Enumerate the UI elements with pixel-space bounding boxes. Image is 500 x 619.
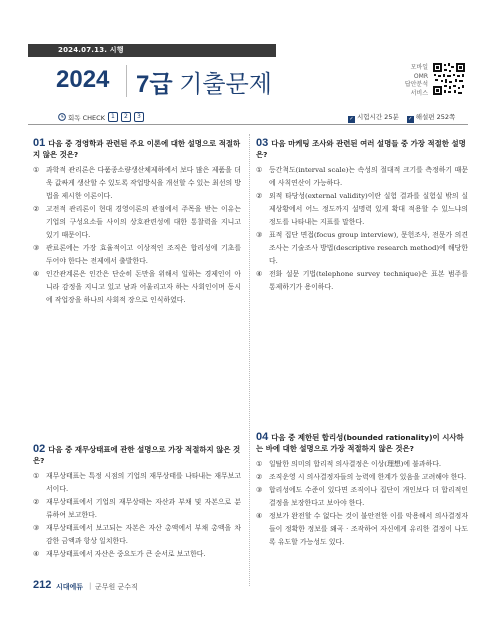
option-text: 외적 타당성(external validity)이란 실험 결과를 실험실 밖의 실제상황에서 어느 정도까지 설명력 있게 확대 적용할 수 있느냐의 정도를 나타내는 지표를 말한다.	[269, 192, 468, 227]
option-text: 등간척도(interval scale)는 속성의 절대적 크기를 측정하기 때문에 사칙연산이 가능하다.	[269, 166, 468, 188]
option-marker: ③	[33, 524, 40, 533]
option[interactable]	[33, 203, 241, 242]
option[interactable]	[33, 268, 241, 307]
question-number: 01	[33, 137, 46, 149]
option[interactable]	[256, 458, 468, 471]
option-marker: ①	[256, 166, 263, 175]
footer-separator: |	[89, 582, 92, 590]
option-marker: ③	[256, 231, 263, 240]
read-check-label: 회독 CHECK	[68, 113, 105, 122]
title-text: 기출문제	[172, 71, 272, 98]
option-text: 과학적 관리론은 다품종소량생산체제하에서 보다 많은 제품을 더욱 값싸게 생산할 수 있도록 작업방식을 개선할 수 있는 최선의 방법을 제시한 이론이다.	[46, 166, 241, 201]
option[interactable]	[33, 164, 241, 203]
read-check	[58, 112, 144, 122]
option-text: 재무상태표에서 기업의 재무상태는 자산과 부채 및 자본으로 분류하여 보고한다.	[46, 498, 241, 520]
exam-year: 2024	[56, 66, 110, 93]
option[interactable]	[256, 510, 468, 549]
option[interactable]	[33, 548, 241, 561]
option-marker: ①	[33, 472, 40, 481]
option[interactable]	[256, 229, 468, 268]
option[interactable]	[256, 471, 468, 484]
option[interactable]	[256, 164, 468, 190]
question-text: 다음 중 경영학과 관련된 주요 이론에 대한 설명으로 적절하지 않은 것은?	[33, 139, 241, 160]
question-stem	[33, 444, 241, 466]
option[interactable]	[256, 190, 468, 229]
option-text: 재무상태표에서 보고되는 자본은 자산 총액에서 부채 총액을 차감한 금액과 항상 일치한다.	[46, 524, 241, 546]
check-icon: ✓	[408, 116, 413, 122]
exam-time	[348, 112, 399, 123]
question-stem	[256, 432, 468, 454]
option-list	[33, 470, 241, 561]
option-list	[256, 458, 468, 549]
qr-label	[398, 64, 428, 98]
qr-code-icon[interactable]	[432, 62, 466, 96]
option[interactable]	[33, 496, 241, 522]
page-title	[136, 64, 272, 99]
qr-label-line: OMR	[413, 72, 428, 80]
question-number: 04	[256, 431, 269, 443]
solution-page-text: 해설편 252쪽	[415, 113, 456, 121]
option-marker: ④	[33, 550, 40, 559]
question-text: 다음 중 제한된 합리성(bounded rationality)이 시사하는 바에 대한 설명으로 가장 적절하지 않은 것은?	[256, 433, 464, 454]
solution-page	[407, 112, 456, 123]
option-text: 일탈한 의미의 합리적 의사결정은 이상(理想)에 불과하다.	[269, 460, 442, 469]
question-stem	[256, 138, 468, 160]
question-01	[33, 138, 241, 307]
round-checkbox[interactable]: 3	[134, 112, 144, 122]
option-text: 전화 설문 기법(telephone survey technique)은 표본 범주를 통제하기가 용이하다.	[269, 270, 468, 292]
qr-label-line: 모바일	[410, 64, 428, 71]
round-checkbox[interactable]: 2	[121, 112, 131, 122]
exam-date: 2024.07.13. 시행	[58, 46, 124, 54]
option-list	[33, 164, 241, 307]
clock-icon	[58, 113, 66, 121]
option-list	[256, 164, 468, 294]
question-number: 02	[33, 443, 46, 455]
option[interactable]	[33, 522, 241, 548]
question-number: 03	[256, 137, 269, 149]
qr-label-line: 서비스	[410, 89, 428, 97]
question-04	[256, 432, 468, 549]
exam-meta	[348, 112, 455, 123]
option-marker: ①	[256, 460, 263, 469]
option-marker: ④	[256, 270, 263, 279]
book-subject: 군무원 군수직	[95, 583, 138, 591]
round-checkbox[interactable]: 1	[108, 112, 118, 122]
option-marker: ②	[256, 192, 263, 201]
option-marker: ④	[256, 512, 263, 521]
option-text: 조직운영 시 의사결정자들의 능력에 한계가 있음을 고려해야 한다.	[269, 473, 467, 482]
question-03	[256, 138, 468, 294]
option-text: 고전적 관리론이 현대 경영이론의 관점에서 주목을 받는 이유는 기업의 구성요소들 사이의 상호관련성에 대한 통찰력을 지니고 있기 때문이다.	[46, 205, 241, 240]
column-divider	[249, 134, 250, 586]
option-marker: ④	[33, 270, 40, 279]
option[interactable]	[256, 268, 468, 294]
option-text: 인간관계론은 인간은 단순히 돈만을 위해서 일하는 경제인이 아니라 감정을 지니고 있고 남과 어울리고자 하는 사회인이며 동시에 작업장을 하나의 사회적 장으로 인식하였다.	[46, 270, 241, 305]
option-text: 재무상태표는 특정 시점의 기업의 재무상태를 나타내는 재무보고서이다.	[46, 472, 241, 494]
option-marker: ②	[33, 498, 40, 507]
question-02	[33, 444, 241, 561]
exam-time-text: 시험시간 25분	[357, 113, 399, 121]
option-text: 정보가 완전할 수 없다는 것이 불안전한 이를 악용해서 의사결정자들이 정확한 정보를 왜곡 · 조작하여 자신에게 유리한 결정이 나도록 유도할 가능성도 있다.	[269, 512, 468, 547]
question-stem	[33, 138, 241, 160]
page-number: 212	[33, 579, 52, 591]
option-text: 관료론에는 가장 효율적이고 이상적인 조직은 합리성에 기초를 두어야 한다는 전제에서 출발한다.	[46, 244, 241, 266]
option-marker: ③	[256, 486, 263, 495]
question-text: 다음 마케팅 조사와 관련된 여러 설명들 중 가장 적절한 설명은?	[256, 139, 466, 160]
option-text: 재무상태표에서 자산은 중요도가 큰 순서로 보고한다.	[46, 550, 206, 559]
option-marker: ②	[33, 205, 40, 214]
option-text: 합리성에도 수준이 있다면 조직이나 집단이 개인보다 더 합리적인 결정을 보장한다고 보아야 한다.	[269, 486, 468, 508]
option[interactable]	[33, 470, 241, 496]
header-divider	[28, 124, 468, 125]
publisher-brand: 시대에듀	[56, 583, 84, 591]
option-marker: ①	[33, 166, 40, 175]
title-divider	[126, 65, 127, 97]
option-marker: ③	[33, 244, 40, 253]
qr-label-line: 답안분석	[404, 81, 428, 88]
title-grade: 7급	[136, 71, 173, 98]
option-marker: ②	[256, 473, 263, 482]
option[interactable]	[256, 484, 468, 510]
option[interactable]	[33, 242, 241, 268]
option-text: 표적 집단 면접(focus group interview), 문헌조사, 전문가 의견조사는 기술조사 방법(descriptive research method)에 해당한다.	[269, 231, 468, 266]
question-text: 다음 중 재무상태표에 관한 설명으로 가장 적절하지 않은 것은?	[33, 445, 241, 466]
check-icon: ✓	[349, 116, 354, 122]
